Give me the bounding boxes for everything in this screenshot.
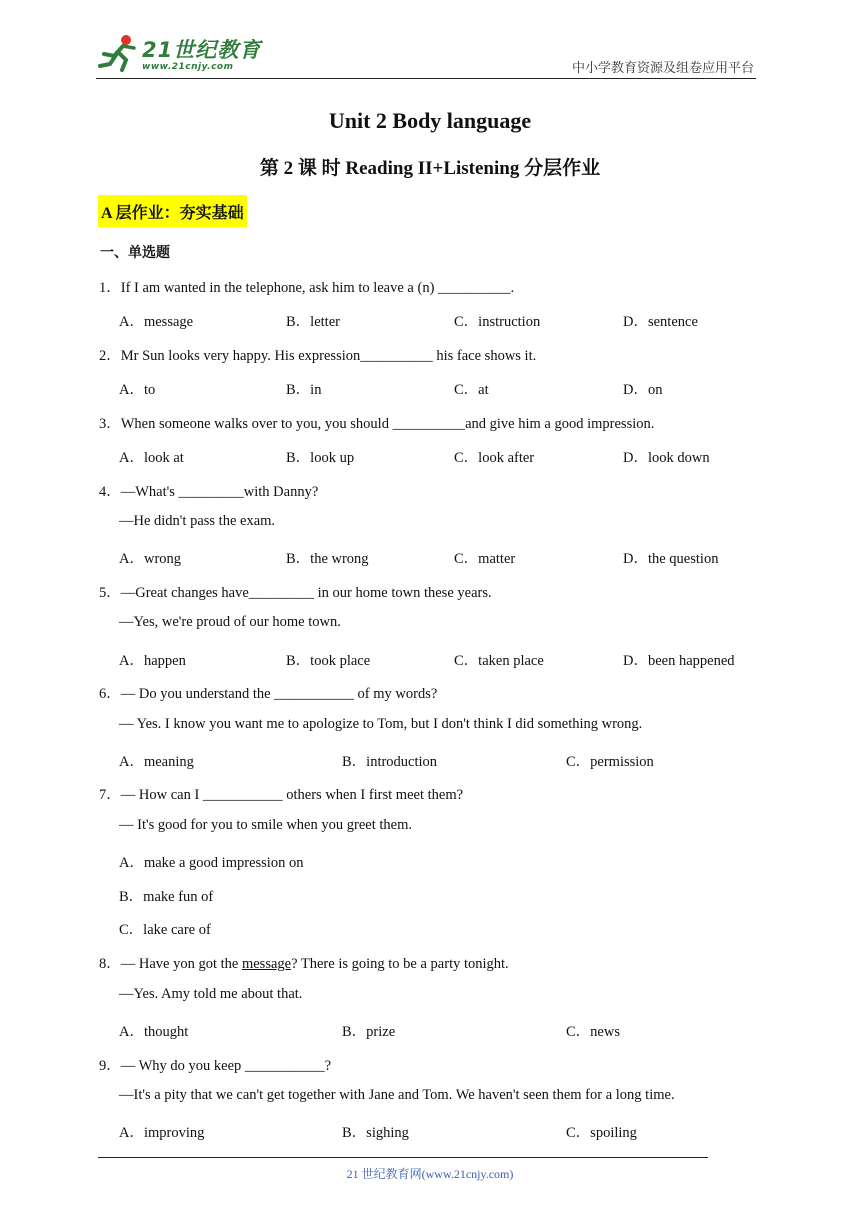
answer-option: A．happen [119,653,186,669]
answer-option: D．on [623,382,663,398]
dialogue-reply: — It's good for you to smile when you greet them. [119,817,412,833]
question-stem-before: 8．— Have yon got the [99,956,242,972]
answer-option: B．look up [286,450,355,466]
section-heading: 一、单选题 [100,246,170,261]
answer-option: A．message [119,314,194,330]
answer-option: C．spoiling [566,1125,637,1141]
question-stem: 4．—What's _________with Danny? [99,484,319,500]
logo-url: www.21cnjy.com [142,62,234,72]
answer-option: A．to [119,382,156,398]
question-stem: 7．— How can I ___________ others when I first meet them? [99,787,464,803]
question-stem: 2．Mr Sun looks very happy. His expression__________ his face shows it. [99,348,537,364]
answer-option: A．meaning [119,754,194,770]
answer-option: B．took place [286,653,371,669]
answer-option: B．sighing [342,1125,409,1141]
answer-option: B．prize [342,1024,396,1040]
answer-option: B．letter [286,314,340,330]
answer-option: C．news [566,1024,620,1040]
answer-option: B．introduction [342,754,438,770]
answer-option: D．sentence [623,314,698,330]
question-stem: 9．— Why do you keep ___________? [99,1058,332,1074]
answer-option: C．lake care of [119,922,211,938]
dialogue-reply: —He didn't pass the exam. [119,513,276,529]
page-header [96,30,756,79]
page-footer: 21 世纪教育网(www.21cnjy.com) [346,1167,514,1181]
page-title: Unit 2 Body language [328,108,532,133]
answer-option: B．the wrong [286,551,369,567]
answer-option: B．in [286,382,322,398]
answer-option: D．look down [623,450,710,466]
answer-option: C．look after [454,450,535,466]
platform-name: 中小学教育资源及组卷应用平台 [571,60,754,75]
dialogue-reply: —It's a pity that we can't get together with Jane and Tom. We haven't seen them for a long time. [119,1087,675,1103]
dialogue-reply: —Yes, we're proud of our home town. [119,614,341,630]
logo-text: 21世纪教育 [142,38,262,62]
answer-option: C．taken place [454,653,544,669]
answer-option: C．permission [566,754,654,770]
answer-option: A．wrong [119,551,182,567]
dialogue-reply: — Yes. I know you want me to apologize to Tom, but I don't think I did something wrong. [119,716,643,732]
answer-option: A．make a good impression on [119,855,304,871]
page-subtitle: 第 2 课 时 Reading II+Listening 分层作业 [259,158,601,179]
dialogue-reply: —Yes. Amy told me about that. [119,986,303,1002]
answer-option: C．at [454,382,489,398]
question-stem: 6．— Do you understand the ___________ of my words? [99,686,438,702]
answer-option: B．make fun of [119,889,214,905]
question-stem: 3．When someone walks over to you, you should __________and give him a good impression. [99,416,655,432]
answer-option: A．thought [119,1024,189,1040]
answer-option: A．look at [119,450,184,466]
question-stem: 1．If I am wanted in the telephone, ask him to leave a (n) __________. [99,280,515,296]
answer-option: C．matter [454,551,516,567]
site-logo [96,32,266,76]
question-stem: 5．—Great changes have_________ in our home town these years. [99,585,492,601]
answer-option: C．instruction [454,314,541,330]
answer-option: D．the question [623,551,719,567]
answer-option: A．improving [119,1125,205,1141]
level-label: A 层作业：夯实基础 [98,195,247,227]
footer-divider [98,1157,708,1158]
answer-option: D．been happened [623,653,735,669]
runner-logo-icon [96,32,142,76]
question-stem [99,952,509,973]
question-stem-after: ? There is going to be a party tonight. [291,956,509,972]
underlined-word: message [241,956,292,972]
